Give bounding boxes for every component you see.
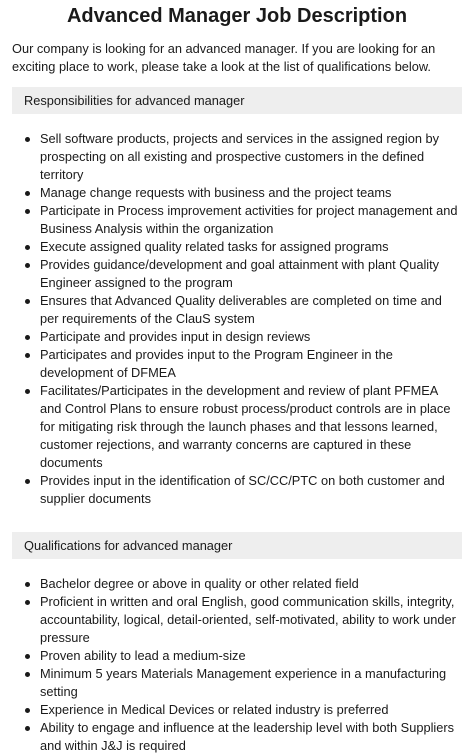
bullet-icon [25, 335, 30, 340]
list-item [12, 382, 462, 472]
list-item [12, 593, 462, 647]
bullet-icon [25, 672, 30, 677]
bullet-icon [25, 600, 30, 605]
bullet-icon [25, 299, 30, 304]
bullet-icon [25, 263, 30, 268]
qualifications-header: Qualifications for advanced manager [12, 532, 462, 559]
qualifications-list [12, 575, 462, 755]
bullet-icon [25, 245, 30, 250]
list-item-text: Execute assigned quality related tasks for assigned programs [40, 239, 389, 254]
list-item-text: Ability to engage and influence at the leadership level with both Suppliers and within J&J is required [40, 720, 455, 753]
list-item-text: Proven ability to lead a medium-size [40, 648, 246, 663]
list-item [12, 328, 462, 346]
bullet-icon [25, 209, 30, 214]
list-item-text: Minimum 5 years Materials Management experience in a manufacturing setting [40, 666, 447, 699]
responsibilities-list [12, 130, 462, 508]
responsibilities-header: Responsibilities for advanced manager [12, 87, 462, 114]
list-item-text: Experience in Medical Devices or related industry is preferred [40, 702, 389, 717]
list-item-text: Ensures that Advanced Quality deliverables are completed on time and per requirements of the ClauS system [40, 293, 442, 326]
list-item [12, 472, 462, 508]
list-item [12, 238, 462, 256]
bullet-icon [25, 353, 30, 358]
list-item [12, 701, 462, 719]
bullet-icon [25, 582, 30, 587]
list-item-text: Participate in Process improvement activities for project management and Business Analysis within the organization [40, 203, 458, 236]
bullet-icon [25, 479, 30, 484]
page-title: Advanced Manager Job Description [66, 5, 408, 27]
list-item-text: Bachelor degree or above in quality or other related field [40, 576, 359, 591]
list-item [12, 719, 462, 755]
list-item [12, 647, 462, 665]
list-item [12, 256, 462, 292]
bullet-icon [25, 389, 30, 394]
list-item [12, 202, 462, 238]
bullet-icon [25, 654, 30, 659]
list-item-text: Participates and provides input to the Program Engineer in the development of DFMEA [40, 347, 393, 380]
list-item [12, 292, 462, 328]
list-item-text: Provides guidance/development and goal attainment with plant Quality Engineer assigned to the program [40, 257, 440, 290]
list-item-text: Manage change requests with business and the project teams [40, 185, 392, 200]
list-item [12, 346, 462, 382]
list-item [12, 665, 462, 701]
list-item [12, 130, 462, 184]
list-item [12, 184, 462, 202]
list-item-text: Participate and provides input in design reviews [40, 329, 311, 344]
bullet-icon [25, 137, 30, 142]
bullet-icon [25, 726, 30, 731]
list-item-text: Sell software products, projects and services in the assigned region by prospecting on all existing and prospective customers in the defined territory [40, 131, 440, 182]
list-item-text: Facilitates/Participates in the development and review of plant PFMEA and Control Plans to ensure robust process/product controls are in place for mitigating risk through the launch phases and that lessons learned, customer rejections, and warranty concerns are captured in these documents [40, 383, 451, 470]
list-item-text: Provides input in the identification of SC/CC/PTC on both customer and supplier documents [40, 473, 445, 506]
section-spacer [12, 508, 462, 521]
intro-paragraph: Our company is looking for an advanced manager. If you are looking for an exciting place to work, please take a look at the list of qualifications below. [12, 41, 436, 74]
bullet-icon [25, 191, 30, 196]
list-item-text: Proficient in written and oral English, good communication skills, integrity, accountability, logical, detail-oriented, self-motivated, ability to work under pressure [40, 594, 456, 645]
bullet-icon [25, 708, 30, 713]
list-item [12, 575, 462, 593]
